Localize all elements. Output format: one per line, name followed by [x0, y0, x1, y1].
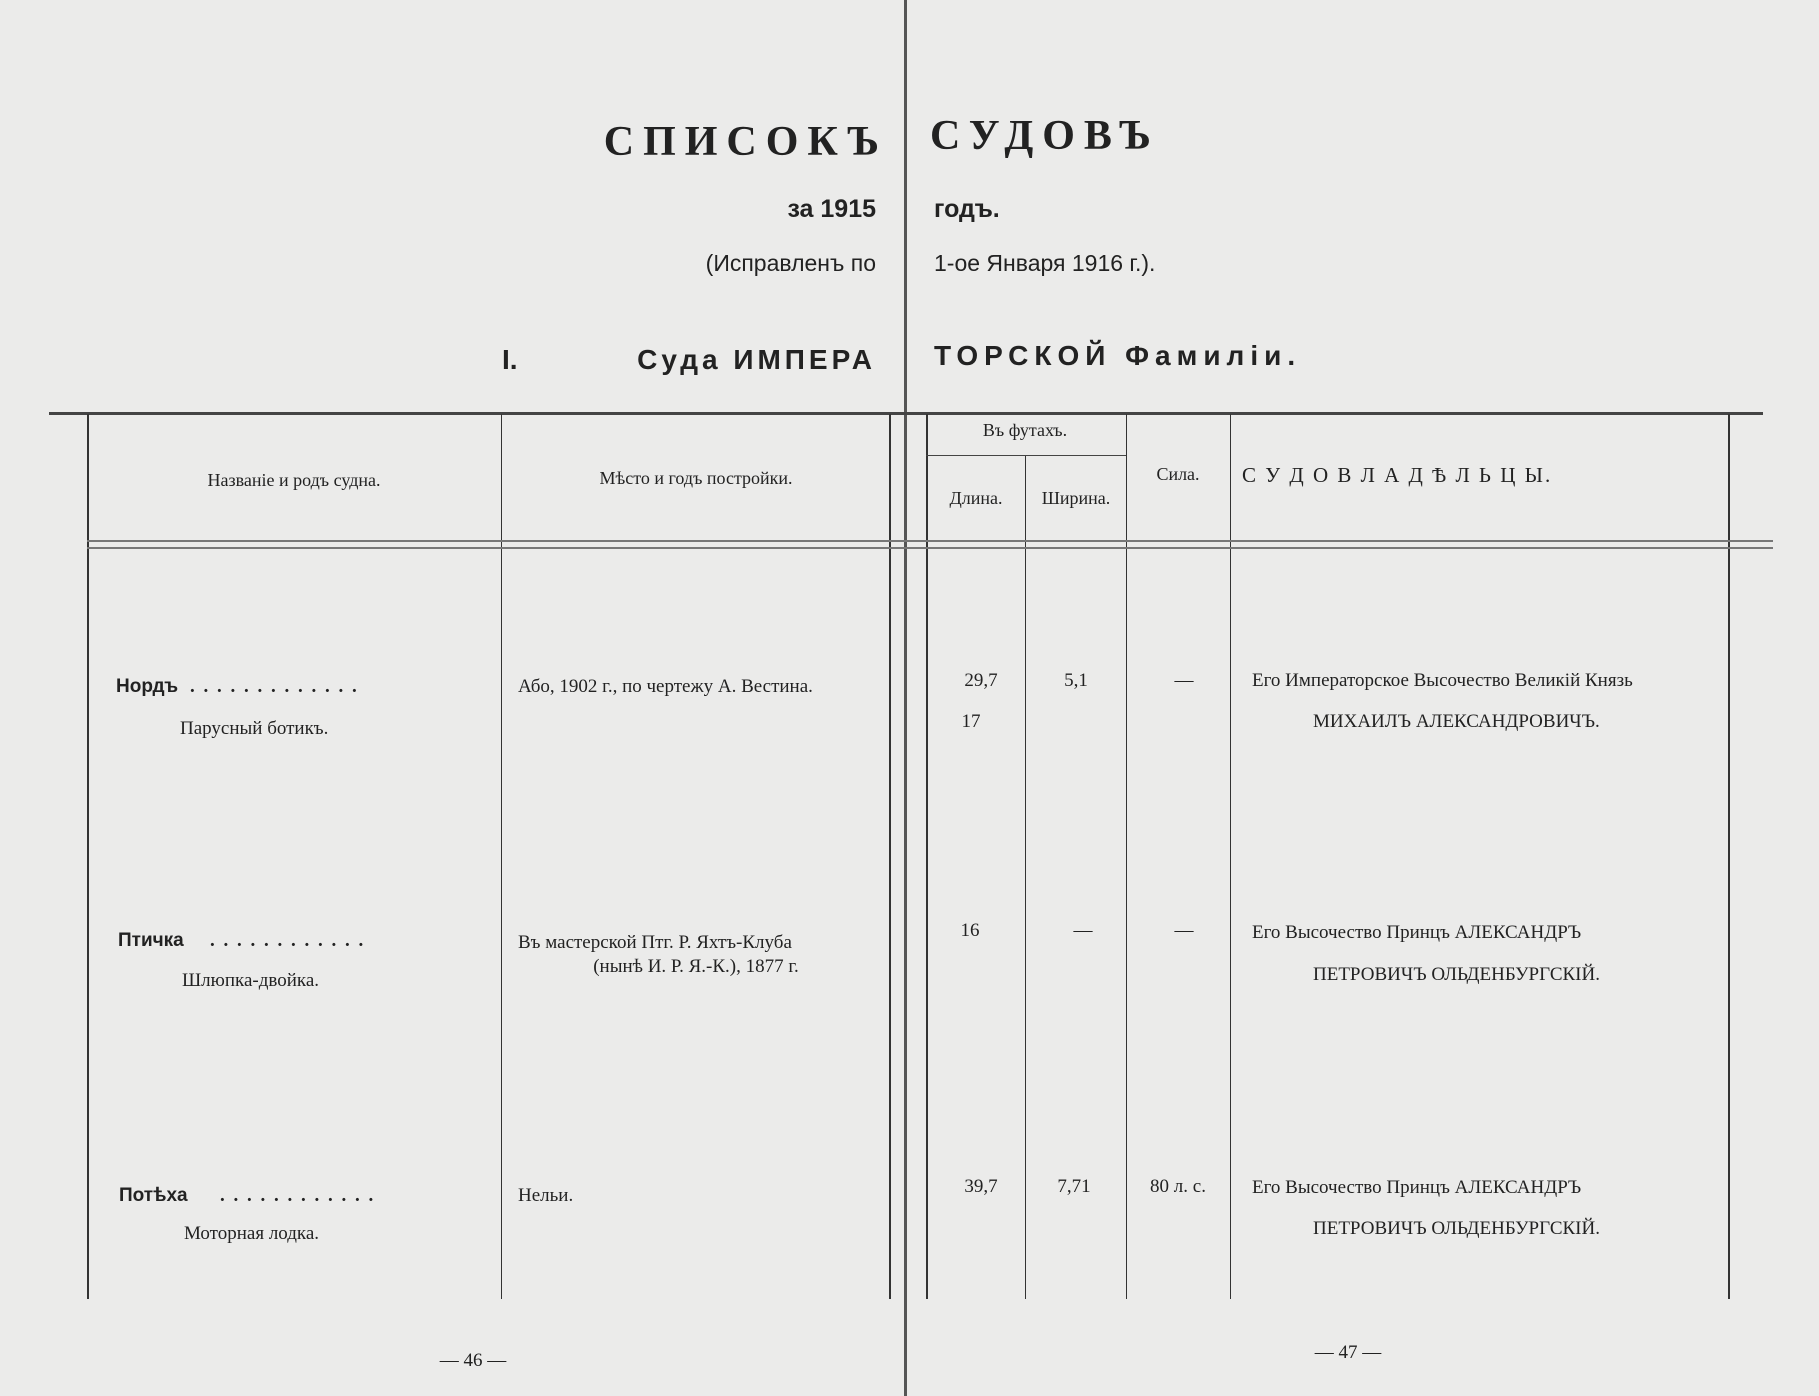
vessel-power: — — [1174, 920, 1194, 941]
owner-line-2: МИХАИЛЪ АЛЕКСАНДРОВИЧЪ. — [1313, 711, 1600, 732]
page-number-left: — 46 — — [439, 1350, 507, 1371]
title-right: СУДОВЪ — [930, 113, 1160, 159]
header-double-rule — [87, 540, 1773, 549]
section-number: I. — [502, 344, 518, 375]
column-divider — [1025, 455, 1026, 1299]
vessel-length: 29,7 — [964, 670, 998, 691]
feet-subrule — [926, 455, 1126, 456]
book-spine — [904, 0, 907, 1396]
vessel-name: Птичка — [118, 930, 184, 951]
header-length: Длина. — [949, 488, 1003, 508]
header-owners: С У Д О В Л А Д Ѣ Л Ь Ц Ы. — [1242, 463, 1553, 487]
vessel-width: — — [1073, 920, 1093, 941]
vessel-name: Нордъ — [116, 676, 179, 697]
owner-line-2: ПЕТРОВИЧЪ ОЛЬДЕНБУРГСКIЙ. — [1313, 964, 1600, 985]
corrected-left: (Исправленъ по — [705, 250, 876, 276]
header-power: Сила. — [1156, 464, 1200, 484]
vessel-place: Нельи. — [518, 1185, 574, 1206]
section-left: Суда ИМПЕРА — [637, 344, 876, 375]
vessel-length-2: 17 — [961, 711, 981, 732]
header-feet: Въ футахъ. — [982, 420, 1068, 440]
vessel-place: Або, 1902 г., по чертежу А. Вестина. — [518, 676, 813, 697]
owner-line-1: Его Высочество Принцъ АЛЕКСАНДРЪ — [1252, 922, 1582, 943]
corrected-right: 1-ое Января 1916 г.). — [934, 250, 1156, 276]
header-width: Ширина. — [1041, 488, 1111, 508]
year-left: за 1915 — [787, 195, 876, 223]
title-left: СПИСОКЪ — [603, 119, 888, 165]
vessel-type: Парусный ботикъ. — [180, 718, 329, 739]
vessel-type: Шлюпка-двойка. — [182, 970, 320, 991]
owner-line-1: Его Императорское Высочество Великiй Князь — [1252, 670, 1633, 691]
owner-line-2: ПЕТРОВИЧЪ ОЛЬДЕНБУРГСКIЙ. — [1313, 1218, 1600, 1239]
vessel-length: 16 — [960, 920, 980, 941]
vessel-power: 80 л. с. — [1150, 1176, 1206, 1197]
header-name: Названiе и родъ судна. — [207, 470, 381, 490]
page-number-right: — 47 — — [1314, 1342, 1382, 1363]
vessel-width: 5,1 — [1064, 670, 1088, 691]
vessel-type: Моторная лодка. — [184, 1223, 320, 1244]
header-place: Мѣсто и годъ постройки. — [599, 468, 793, 488]
vessel-power: — — [1174, 670, 1194, 691]
vessel-width: 7,71 — [1057, 1176, 1091, 1197]
vessel-place: Въ мастерской Птг. Р. Яхтъ-Клуба — [518, 932, 792, 953]
leader-dots: . . . . . . . . . . . . — [220, 1185, 376, 1206]
section-right: ТОРСКОЙ Фамилiи. — [934, 340, 1302, 371]
owner-line-1: Его Высочество Принцъ АЛЕКСАНДРЪ — [1252, 1177, 1582, 1198]
vessel-length: 39,7 — [964, 1176, 998, 1197]
year-right: годъ. — [934, 195, 1000, 223]
top-rule — [49, 412, 1763, 415]
leader-dots: . . . . . . . . . . . . . — [190, 676, 359, 697]
vessel-place-2: (нынѣ И. Р. Я.-К.), 1877 г. — [593, 956, 799, 977]
vessel-name: Потѣха — [119, 1185, 188, 1206]
leader-dots: . . . . . . . . . . . . — [210, 930, 366, 951]
